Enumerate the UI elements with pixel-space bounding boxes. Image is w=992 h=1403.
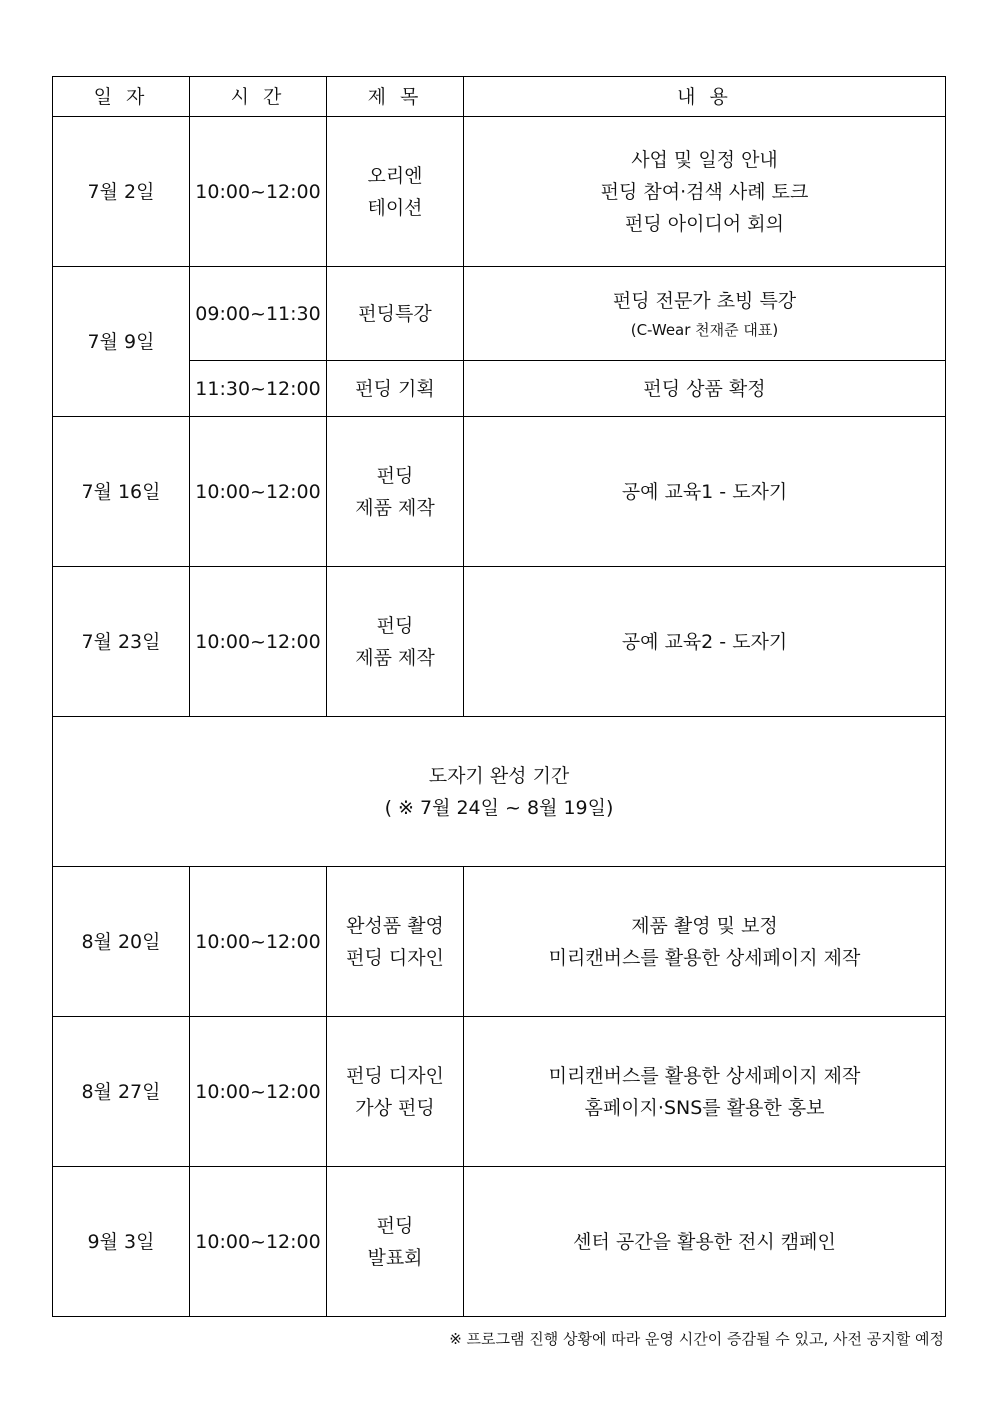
content-line: 펀딩 전문가 초빙 특강 — [612, 289, 797, 312]
content-cell — [464, 117, 946, 267]
content-cell: 센터 공간을 활용한 전시 캠페인 — [464, 1167, 946, 1317]
time-cell: 10:00~12:00 — [190, 1017, 327, 1167]
time-cell: 10:00~12:00 — [190, 1167, 327, 1317]
table-row — [53, 1167, 946, 1317]
title-line: 테이션 — [367, 196, 423, 219]
title-cell — [327, 867, 464, 1017]
date-cell: 7월 23일 — [53, 567, 190, 717]
merged-line: 도자기 완성 기간 — [428, 764, 570, 787]
title-line: 펀딩 — [376, 614, 414, 637]
content-line: 미리캔버스를 활용한 상세페이지 제작 — [548, 946, 861, 969]
content-line: 미리캔버스를 활용한 상세페이지 제작 — [548, 1064, 861, 1087]
footnote: ※ 프로그램 진행 상황에 따라 운영 시간이 증감될 수 있고, 사전 공지할 예정 — [449, 1330, 944, 1348]
title-cell — [327, 117, 464, 267]
time-cell: 09:00~11:30 — [190, 267, 327, 361]
content-line: 사업 및 일정 안내 — [631, 148, 778, 171]
content-line: 제품 촬영 및 보정 — [631, 914, 778, 937]
header-row — [53, 77, 946, 117]
merged-row — [53, 717, 946, 867]
time-cell: 10:00~12:00 — [190, 417, 327, 567]
content-line: 펀딩 참여·검색 사례 토크 — [600, 180, 809, 203]
time-cell: 10:00~12:00 — [190, 867, 327, 1017]
title-line: 발표회 — [367, 1246, 423, 1269]
title-line: 오리엔 — [367, 164, 423, 187]
date-cell: 9월 3일 — [53, 1167, 190, 1317]
title-cell — [327, 1167, 464, 1317]
header-content: 내 용 — [464, 77, 946, 117]
date-cell: 7월 9일 — [53, 267, 190, 417]
content-line: 펀딩 아이디어 회의 — [625, 212, 784, 235]
content-cell: 펀딩 상품 확정 — [464, 361, 946, 417]
table-row — [53, 267, 946, 361]
date-cell: 7월 16일 — [53, 417, 190, 567]
table-row — [53, 567, 946, 717]
content-cell — [464, 267, 946, 361]
date-cell: 8월 27일 — [53, 1017, 190, 1167]
merged-cell — [53, 717, 946, 867]
title-line: 완성품 촬영 — [346, 914, 444, 937]
content-line: 홈페이지·SNS를 활용한 홍보 — [584, 1096, 825, 1119]
title-cell — [327, 1017, 464, 1167]
merged-line: ( ※ 7월 24일 ~ 8월 19일) — [384, 796, 614, 819]
content-cell: 공예 교육1 - 도자기 — [464, 417, 946, 567]
header-date: 일 자 — [53, 77, 190, 117]
title-cell — [327, 417, 464, 567]
title-line: 펀딩 디자인 — [346, 946, 444, 969]
content-subline: (C-Wear 천재준 대표) — [630, 320, 779, 339]
title-line: 가상 펀딩 — [355, 1096, 435, 1119]
title-line: 펀딩 디자인 — [346, 1064, 444, 1087]
time-cell: 11:30~12:00 — [190, 361, 327, 417]
header-time: 시 간 — [190, 77, 327, 117]
title-cell: 펀딩특강 — [327, 267, 464, 361]
date-cell: 7월 2일 — [53, 117, 190, 267]
table-row — [53, 117, 946, 267]
content-cell — [464, 1017, 946, 1167]
content-cell: 공예 교육2 - 도자기 — [464, 567, 946, 717]
time-cell: 10:00~12:00 — [190, 117, 327, 267]
content-cell — [464, 867, 946, 1017]
schedule-table — [52, 76, 946, 1317]
table-row — [53, 417, 946, 567]
title-line: 제품 제작 — [355, 496, 435, 519]
title-cell: 펀딩 기획 — [327, 361, 464, 417]
title-line: 펀딩 — [376, 464, 414, 487]
table-row — [53, 867, 946, 1017]
date-cell: 8월 20일 — [53, 867, 190, 1017]
title-line: 제품 제작 — [355, 646, 435, 669]
header-title: 제 목 — [327, 77, 464, 117]
title-line: 펀딩 — [376, 1214, 414, 1237]
time-cell: 10:00~12:00 — [190, 567, 327, 717]
table-row — [53, 1017, 946, 1167]
title-cell — [327, 567, 464, 717]
